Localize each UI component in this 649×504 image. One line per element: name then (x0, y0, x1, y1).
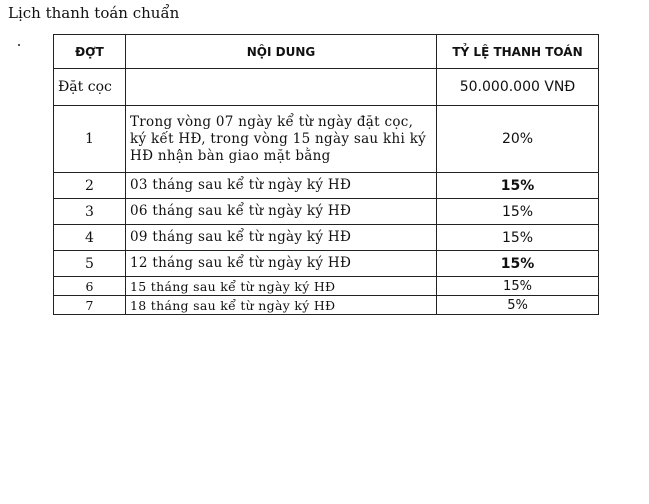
rate-cell: 50.000.000 VNĐ (437, 69, 599, 106)
header-content: NỘI DUNG (126, 35, 437, 69)
stage-cell: 4 (54, 225, 126, 251)
table-row-deposit (54, 69, 599, 106)
content-cell: 09 tháng sau kể từ ngày ký HĐ (126, 225, 437, 251)
rate-cell: 15% (437, 225, 599, 251)
rate-cell: 5% (437, 296, 599, 315)
header-rate: TỶ LỆ THANH TOÁN (437, 35, 599, 69)
stage-cell: 3 (54, 199, 126, 225)
rate-cell: 15% (437, 173, 599, 199)
table-row (54, 225, 599, 251)
content-cell: Trong vòng 07 ngày kể từ ngày đặt cọc, ký kết HĐ, trong vòng 15 ngày sau khi ký HĐ nhận bàn giao mặt bằng (126, 106, 437, 173)
stage-cell: 6 (54, 277, 126, 296)
stray-dot (18, 44, 20, 46)
table-row (54, 251, 599, 277)
header-stage: ĐỢT (54, 35, 126, 69)
content-cell: 18 tháng sau kể từ ngày ký HĐ (126, 296, 437, 315)
rate-cell: 15% (437, 251, 599, 277)
content-cell (126, 69, 437, 106)
rate-cell: 15% (437, 199, 599, 225)
table-row (54, 277, 599, 296)
content-cell: 12 tháng sau kể từ ngày ký HĐ (126, 251, 437, 277)
stage-cell: 2 (54, 173, 126, 199)
stage-cell: 5 (54, 251, 126, 277)
stage-cell: Đặt cọc (54, 69, 126, 106)
table-row (54, 199, 599, 225)
content-cell: 06 tháng sau kể từ ngày ký HĐ (126, 199, 437, 225)
stage-cell: 7 (54, 296, 126, 315)
rate-cell: 20% (437, 106, 599, 173)
payment-schedule-table (53, 34, 599, 315)
content-cell: 03 tháng sau kể từ ngày ký HĐ (126, 173, 437, 199)
header-row (54, 35, 599, 69)
stage-cell: 1 (54, 106, 126, 173)
table-row (54, 296, 599, 315)
page-title: Lịch thanh toán chuẩn (8, 4, 180, 22)
content-cell: 15 tháng sau kể từ ngày ký HĐ (126, 277, 437, 296)
table-row (54, 106, 599, 173)
table-row (54, 173, 599, 199)
rate-cell: 15% (437, 277, 599, 296)
